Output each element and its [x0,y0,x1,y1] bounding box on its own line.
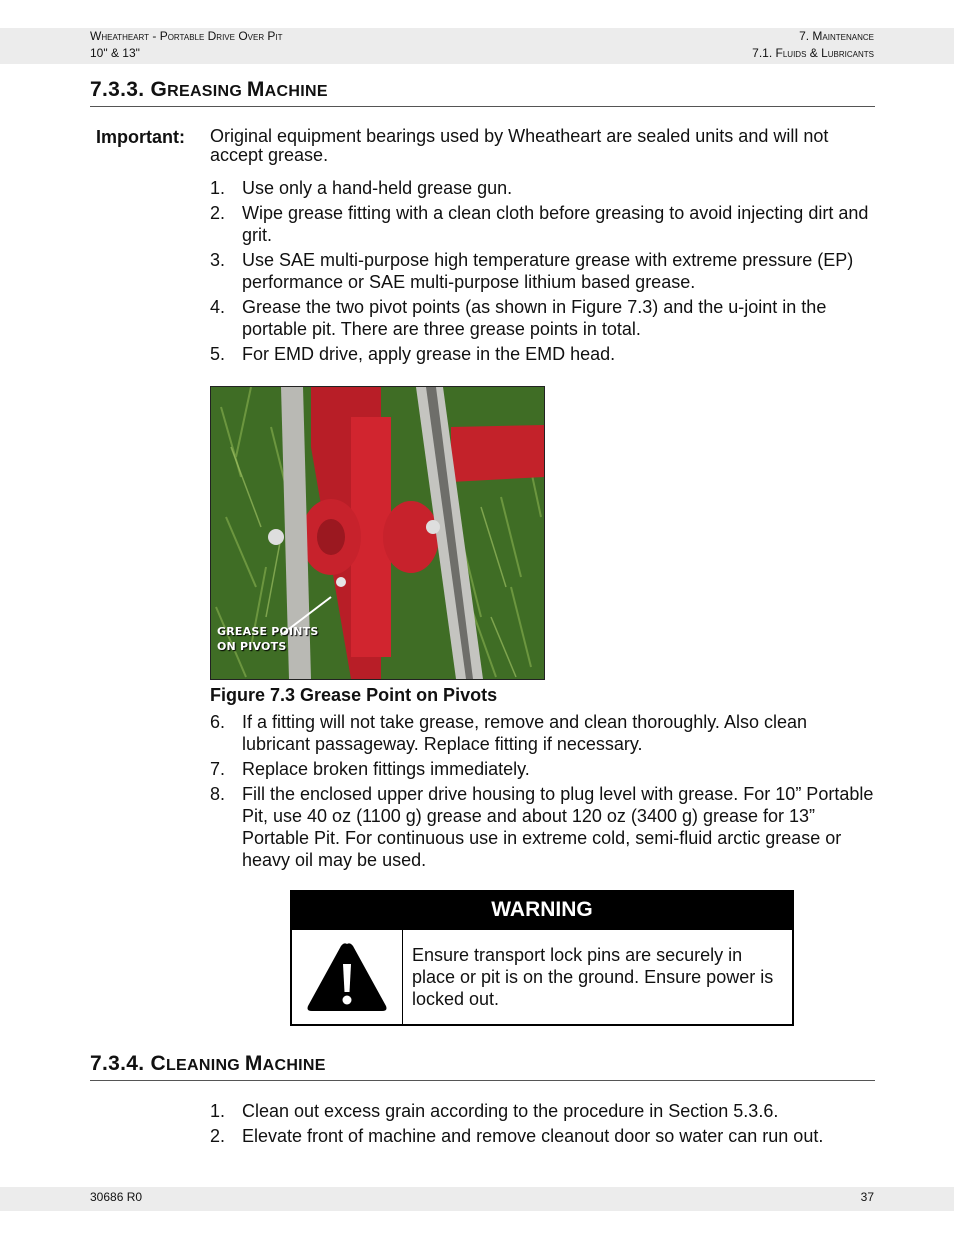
step-number: 6. [210,712,226,732]
step-number: 4. [210,297,226,317]
step-text: Clean out excess grain according to the procedure in Section 5.3.6. [242,1101,779,1121]
list-item [210,758,875,780]
section-title-rest-2: ACHINE [264,83,328,100]
important-label: Important: [96,127,185,147]
section-title-rest-2: ACHINE [262,1057,326,1074]
header-product-title: Wheatheart - Portable Drive Over Pit [90,29,283,43]
warning-title: WARNING [292,892,792,930]
step-text: Replace broken fittings immediately. [242,759,530,779]
figure-caption: Figure 7.3 Grease Point on Pivots [210,685,498,705]
list-item [210,711,875,755]
step-number: 1. [210,1101,226,1121]
step-number: 7. [210,759,226,779]
footer-doc-number: 30686 R0 [90,1190,143,1204]
header-right [752,28,874,62]
list-item [210,1125,875,1147]
list-item [210,296,875,340]
list-item [210,1100,875,1122]
warning-icon-cell [292,930,403,1024]
grease-pivots-photo [210,386,545,680]
list-item [210,177,875,199]
section-title-rest-1: REASING [167,83,247,100]
section-heading-cleaning [90,1052,875,1081]
section-number: 7.3.3. [90,78,145,101]
list-item [210,249,875,293]
warning-box [290,890,794,1026]
section-heading-greasing [90,78,875,107]
section-title-rest-1: LEANING [165,1057,245,1074]
section-title-initial-2: M [246,78,265,101]
step-text: Use SAE multi-purpose high temperature grease with extreme pressure (EP) performance or SAE multi-purpose lithium based grease. [242,250,854,292]
header-product-sizes: 10" & 13" [90,46,140,60]
step-number: 2. [210,203,226,223]
section-number: 7.3.4. [90,1052,145,1075]
cleaning-steps-list [210,1100,875,1150]
photo-label-line-2: ON PIVOTS [217,640,287,653]
header-subsection: 7.1. Fluids & Lubricants [752,46,874,60]
important-note: Original equipment bearings used by Wheatheart are sealed units and will not accept grease. [210,126,829,165]
step-number: 5. [210,344,226,364]
step-number: 3. [210,250,226,270]
footer-page-number: 37 [860,1190,874,1204]
page-footer-band [0,1187,954,1211]
step-text: Elevate front of machine and remove cleanout door so water can run out. [242,1126,824,1146]
list-item [210,783,875,871]
step-number: 1. [210,178,226,198]
step-text: Grease the two pivot points (as shown in Figure 7.3) and the u-joint in the portable pit. There are three grease points in total. [242,297,827,339]
step-number: 2. [210,1126,226,1146]
greasing-steps-list [210,177,875,368]
header-left [90,28,283,62]
step-text: Wipe grease fitting with a clean cloth before greasing to avoid injecting dirt and grit. [242,203,869,245]
step-number: 8. [210,784,226,804]
warning-triangle-icon [292,930,402,1024]
step-text: Use only a hand-held grease gun. [242,178,513,198]
step-text: If a fitting will not take grease, remove and clean thoroughly. Also clean lubricant passageway. Replace fitting if necessary. [242,712,807,754]
header-chapter: 7. Maintenance [799,29,874,43]
photo-label-line-1: GREASE POINTS [217,625,319,638]
section-title-initial-1: C [150,1052,166,1075]
list-item [210,343,875,365]
section-title-initial-1: G [150,78,168,101]
step-text: For EMD drive, apply grease in the EMD head. [242,344,616,364]
warning-text: Ensure transport lock pins are securely in place or pit is on the ground. Ensure power is locked out. [412,945,774,1009]
step-text: Fill the enclosed upper drive housing to plug level with grease. For 10” Portable Pit, use 40 oz (1100 g) grease and about 120 oz (3400 g) grease for 13” Portable Pit. For continuous use in extreme cold, semi-fluid arctic grease or heavy oil may be used. [242,784,874,870]
greasing-steps-list-continued [210,711,875,874]
list-item [210,202,875,246]
section-title-initial-2: M [244,1052,263,1075]
